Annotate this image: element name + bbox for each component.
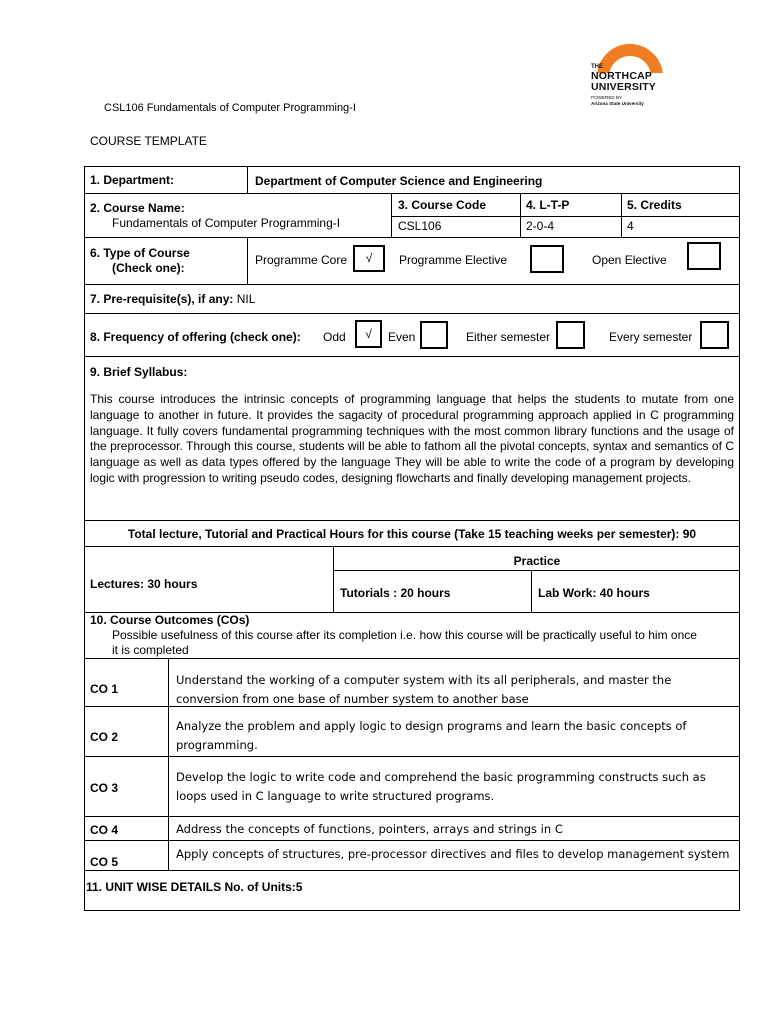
check-mark-icon: √ bbox=[365, 251, 373, 265]
credits-value: 4 bbox=[627, 219, 634, 233]
either-semester-checkbox[interactable] bbox=[556, 321, 585, 349]
option-every-semester: Every semester bbox=[609, 330, 693, 344]
open-elective-checkbox[interactable] bbox=[687, 242, 721, 270]
option-programme-core: Programme Core bbox=[255, 253, 348, 267]
template-title: COURSE TEMPLATE bbox=[90, 134, 207, 148]
option-open-elective: Open Elective bbox=[592, 253, 667, 267]
co-id: CO 2 bbox=[90, 730, 119, 744]
option-even: Even bbox=[388, 330, 416, 344]
credits-label: 5. Credits bbox=[627, 198, 682, 212]
ltp-label: 4. L-T-P bbox=[526, 198, 570, 212]
co-text: Apply concepts of structures, pre-processor directives and files to develop management system bbox=[176, 847, 730, 861]
outcomes-description-cont: it is completed bbox=[112, 643, 189, 657]
programme-elective-checkbox[interactable] bbox=[530, 245, 564, 273]
programme-core-checkbox[interactable] bbox=[353, 245, 385, 272]
even-checkbox[interactable] bbox=[420, 321, 448, 349]
tutorial-hours: Tutorials : 20 hours bbox=[340, 586, 451, 600]
co-text: Analyze the problem and apply logic to design programs and learn the basic concepts of programming. bbox=[176, 719, 687, 752]
outcomes-label: 10. Course Outcomes (COs) bbox=[90, 613, 250, 627]
course-code-label: 3. Course Code bbox=[398, 198, 487, 212]
prerequisite-value: NIL bbox=[236, 292, 256, 306]
co-id: CO 1 bbox=[90, 682, 119, 696]
course-name-label: 2. Course Name: bbox=[90, 201, 185, 215]
unit-details-label: 11. UNIT WISE DETAILS No. of Units:5 bbox=[86, 880, 303, 894]
department-value: Department of Computer Science and Engineering bbox=[255, 174, 543, 188]
course-header-line: CSL106 Fundamentals of Computer Programming-I bbox=[104, 102, 356, 114]
check-mark-icon: √ bbox=[365, 327, 372, 341]
frequency-label: 8. Frequency of offering (check one): bbox=[90, 330, 301, 344]
odd-checkbox[interactable] bbox=[355, 320, 382, 348]
course-name-value: Fundamentals of Computer Programming-I bbox=[112, 216, 341, 230]
co-id: CO 5 bbox=[90, 855, 119, 869]
department-label: 1. Department: bbox=[90, 173, 175, 187]
course-type-sublabel: (Check one): bbox=[112, 261, 185, 275]
option-odd: Odd bbox=[323, 330, 346, 344]
co-text: Understand the working of a computer system with its all peripherals, and master the conversion from one base of number system to another base bbox=[176, 673, 672, 706]
co-text: Address the concepts of functions, pointers, arrays and strings in C bbox=[176, 822, 563, 836]
every-semester-checkbox[interactable] bbox=[700, 321, 729, 349]
co-text: Develop the logic to write code and comprehend the basic programming constructs such as loops used in C language to write structured programs. bbox=[176, 770, 706, 803]
ltp-value: 2-0-4 bbox=[526, 219, 555, 233]
option-either-semester: Either semester bbox=[466, 330, 551, 344]
prerequisite-row: 7. Pre-requisite(s), if any: NIL bbox=[90, 292, 256, 306]
course-code-value: CSL106 bbox=[398, 219, 442, 233]
syllabus-label: 9. Brief Syllabus: bbox=[90, 365, 188, 379]
outcomes-description: Possible usefulness of this course after its completion i.e. how this course will be practically useful to him once bbox=[112, 628, 697, 642]
practice-label: Practice bbox=[513, 554, 561, 568]
course-type-label: 6. Type of Course bbox=[90, 246, 190, 260]
lab-hours: Lab Work: 40 hours bbox=[538, 586, 650, 600]
option-programme-elective: Programme Elective bbox=[399, 253, 508, 267]
total-hours: Total lecture, Tutorial and Practical Hours for this course (Take 15 teaching weeks per semester): 90 bbox=[127, 527, 697, 541]
syllabus-text: This course introduces the intrinsic concepts of programming language that helps the students to mutate from one language to another in future. It provides the sagacity of procedural programming approach applied in C programming language. It fully covers fundamental programming techniques with the most common library functions and the usage of the preprocessor. Through this course, students will be able to fathom all the pivotal concepts, syntax and semantics of C language as well as data types offered by the language They will be able to write the code of a program by developing logic with progression to writing pseudo codes, designing flowcharts and finally developing management projects. bbox=[90, 392, 734, 485]
lectures-hours: Lectures: 30 hours bbox=[90, 577, 198, 591]
co-id: CO 3 bbox=[90, 781, 119, 795]
co-id: CO 4 bbox=[90, 823, 119, 837]
